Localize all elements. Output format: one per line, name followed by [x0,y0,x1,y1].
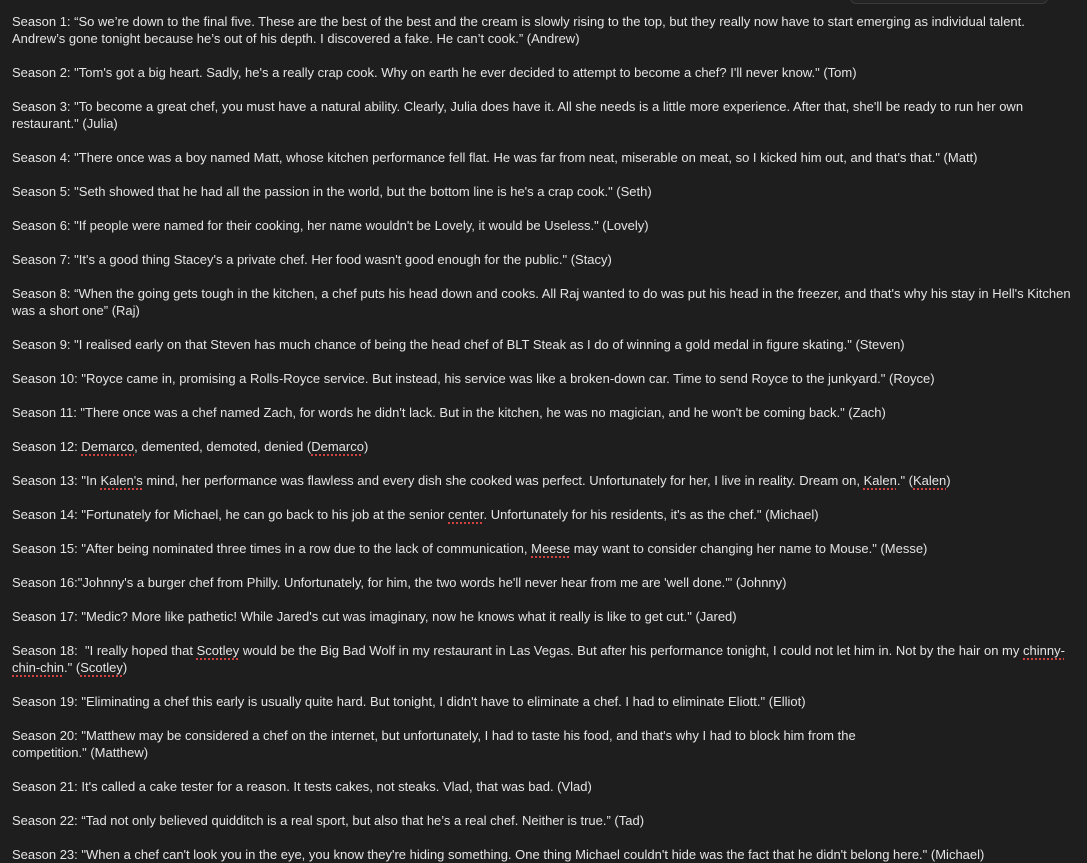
document-body [12,13,1075,863]
paragraph-season-2 [12,64,1072,81]
spellcheck-word[interactable]: Scotley [196,643,240,658]
paragraph-text: , demented, demoted, denied ( [134,439,312,454]
paragraph-season-5 [12,183,1072,200]
paragraph-text: Season 5: "Seth showed that he had all the passion in the world, but the bottom line is he's a crap cook." (Seth) [12,184,652,199]
paragraph-text: Season 6: "If people were named for their cooking, her name wouldn't be Lovely, it would be Useless." (Lovely) [12,218,649,233]
paragraph-text: ) [363,439,369,454]
paragraph-season-10 [12,370,1072,387]
paragraph-text: Season 22: “Tad not only believed quidditch is a real sport, but also that he’s a real chef. Neither is true.” (Tad) [12,813,645,828]
paragraph-season-9 [12,336,1072,353]
paragraph-season-17 [12,608,1072,625]
paragraph-text: Season 3: "To become a great chef, you must have a natural ability. Clearly, Julia does have it. All she needs is a little more experience. After that, she'll be ready to run her own restaurant." (Julia) [12,99,1027,131]
paragraph-text: Season 14: "Fortunately for Michael, he can go back to his job at the senior [12,507,449,522]
spellcheck-word[interactable]: Kalen [863,473,897,488]
spellcheck-word[interactable]: center [448,507,484,522]
paragraph-season-6 [12,217,1072,234]
paragraph-season-1 [12,13,1072,47]
paragraph-text: Season 21: It's called a cake tester for a reason. It tests cakes, not steaks. Vlad, that was bad. (Vlad) [12,779,592,794]
spellcheck-word[interactable]: Kalen [913,473,947,488]
paragraph-text: Season 9: "I realised early on that Steven has much chance of being the head chef of BLT Steak as I do of winning a gold medal in figure skating." (Steven) [12,337,905,352]
paragraph-text: . Unfortunately for his residents, it's as the chef." (Michael) [483,507,819,522]
paragraph-text: Season 8: “When the going gets tough in the kitchen, a chef puts his head down and cooks. All Raj wanted to do was put his head in the freezer, and that's why his stay in Hell's Kitchen was a short one” (Raj) [12,286,1075,318]
paragraph-text: Season 12: [12,439,82,454]
paragraph-season-15 [12,540,1072,557]
paragraph-text: Season 4: "There once was a boy named Matt, whose kitchen performance fell flat. He was far from neat, miserable on meat, so I kicked him out, and that's that." (Matt) [12,150,978,165]
spellcheck-word[interactable]: Meese [531,541,571,556]
paragraph-season-12 [12,438,1072,455]
paragraph-text: ) [946,473,951,488]
paragraph-text: Season 20: "Matthew may be considered a chef on the internet, but unfortunately, I had to taste his food, and that's why I had to block him from the competition." (Matthew) [12,728,856,760]
paragraph-season-18 [12,642,1072,676]
paragraph-text: ." ( [64,660,81,675]
paragraph-season-4 [12,149,1072,166]
paragraph-season-8 [12,285,1075,319]
paragraph-season-19 [12,693,1072,710]
paragraph-season-14 [12,506,1072,523]
paragraph-text: Season 11: "There once was a chef named Zach, for words he didn't lack. But in the kitchen, he was no magician, and he won't be coming back." (Zach) [12,405,886,420]
paragraph-text: Season 23: "When a chef can't look you in the eye, you know they're hiding something. One thing Michael couldn't hide was the fact that he didn't belong here." (Michael) [12,847,985,862]
paragraph-text: ) [122,660,128,675]
top-toolbar-fragment [850,0,1048,4]
spellcheck-word[interactable]: chinny-chin-chin [12,643,1065,675]
paragraph-text: would be the Big Bad Wolf in my restaurant in Las Vegas. But after his performance tonight, I could not let him in. Not by the hair on my [239,643,1024,658]
paragraph-season-21 [12,778,1072,795]
paragraph-season-11 [12,404,1072,421]
paragraph-text: may want to consider changing her name to Mouse." (Messe) [570,541,928,556]
paragraph-text: Season 10: "Royce came in, promising a Rolls-Royce service. But instead, his service was like a broken-down car. Time to send Royce to the junkyard." (Royce) [12,371,935,386]
paragraph-season-7 [12,251,1072,268]
paragraph-text: Season 1: “So we’re down to the final five. These are the best of the best and the cream is slowly rising to the top, but they really now have to start emerging as individual talent. Andrew’s gone tonight because he’s out of his depth. I discovered a fake. He can’t cook.” (Andrew) [12,14,1028,46]
paragraph-text: Season 19: "Eliminating a chef this early is usually quite hard. But tonight, I didn't have to eliminate a chef. I had to eliminate Eliott." (Elliot) [12,694,806,709]
paragraph-text: Season 18: "I really hoped that [12,643,197,658]
spellcheck-word[interactable]: Scotley [80,660,123,675]
paragraph-text: Season 17: "Medic? More like pathetic! While Jared's cut was imaginary, now he knows what it really is like to get cut." (Jared) [12,609,737,624]
spellcheck-word[interactable]: Demarco [311,439,364,454]
paragraph-season-23 [12,846,1072,863]
paragraph-season-22 [12,812,1072,829]
paragraph-text: Season 2: "Tom's got a big heart. Sadly, he's a really crap cook. Why on earth he ever decided to attempt to become a chef? I'll never know." (Tom) [12,65,857,80]
paragraph-text: Season 15: "After being nominated three times in a row due to the lack of communication, [12,541,532,556]
paragraph-text: Season 16:"Johnny's a burger chef from Philly. Unfortunately, for him, the two words he'll never hear from me are 'well done.'" (Johnny) [12,575,787,590]
paragraph-text: ." ( [896,473,913,488]
paragraph-text: mind, her performance was flawless and every dish she cooked was perfect. Unfortunately for her, I live in reality. Dream on, [142,473,864,488]
paragraph-season-20 [12,727,1072,761]
spellcheck-word[interactable]: Demarco [81,439,135,454]
paragraph-season-3 [12,98,1072,132]
paragraph-season-13 [12,472,1072,489]
paragraph-text: Season 13: "In [12,473,101,488]
paragraph-text: Season 7: "It's a good thing Stacey's a private chef. Her food wasn't good enough for the public." (Stacy) [12,252,612,267]
spellcheck-word[interactable]: Kalen's [100,473,143,488]
paragraph-season-16 [12,574,1072,591]
